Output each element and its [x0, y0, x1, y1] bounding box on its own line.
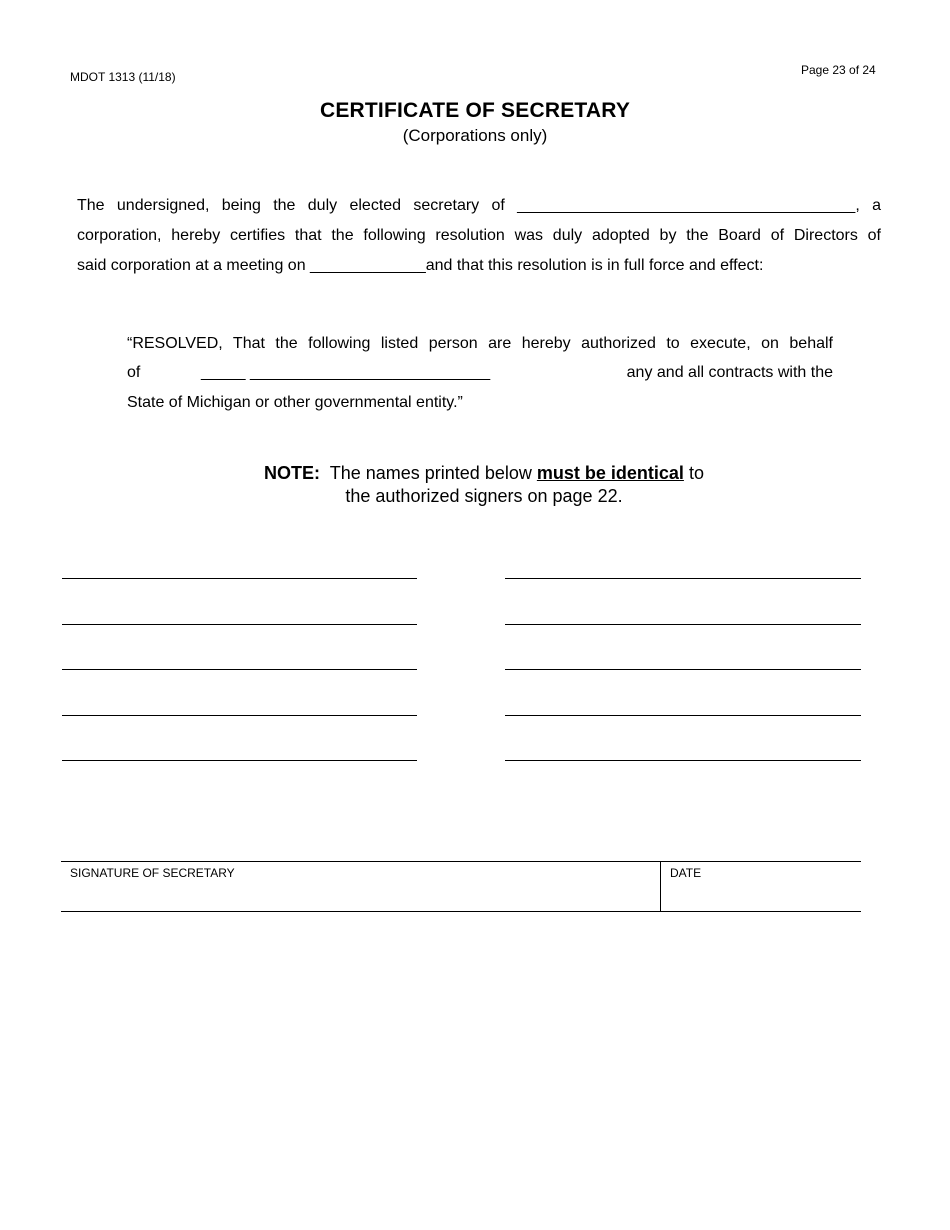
page-subtitle: (Corporations only): [402, 126, 548, 145]
certification-line-1: The undersigned, being the duly elected secretary of ______________________________________, a: [77, 197, 881, 214]
form-id: MDOT 1313 (11/18): [70, 70, 176, 84]
date-field[interactable]: [661, 862, 861, 911]
certification-line-2: corporation, hereby certifies that the following resolution was duly adopted by the Board of Directors of: [77, 227, 881, 244]
signature-field[interactable]: [61, 862, 660, 911]
resolution-line-1: “RESOLVED, That the following listed person are hereby authorized to execute, on behalf: [127, 335, 833, 352]
note-text-before: The names printed below: [329, 463, 532, 483]
certification-line-3: said corporation at a meeting on _____________and that this resolution is in full force and effect:: [77, 257, 764, 274]
signer-line-left-2[interactable]: [62, 624, 417, 625]
note-text-after: to: [688, 463, 704, 483]
resolution-of: of: [127, 364, 141, 381]
signer-line-left-3[interactable]: [62, 669, 417, 670]
note-line-1: [0, 462, 950, 484]
signer-line-right-1[interactable]: [505, 578, 861, 579]
note-emphasis: must be identical: [536, 463, 684, 483]
note-label: NOTE:: [264, 463, 321, 483]
signer-line-right-2[interactable]: [505, 624, 861, 625]
signer-line-left-1[interactable]: [62, 578, 417, 579]
resolution-line-2-rest: any and all contracts with the: [626, 364, 833, 381]
resolution-entity-blank: _____ ___________________________: [201, 364, 491, 381]
signature-box: [61, 861, 861, 912]
signer-line-left-4[interactable]: [62, 715, 417, 716]
signature-label: SIGNATURE OF SECRETARY: [70, 866, 235, 880]
signer-line-right-5[interactable]: [505, 760, 861, 761]
page-title: CERTIFICATE OF SECRETARY: [319, 99, 631, 122]
date-label: DATE: [670, 866, 702, 880]
signer-line-left-5[interactable]: [62, 760, 417, 761]
resolution-line-3: State of Michigan or other governmental entity.”: [127, 394, 463, 411]
signer-line-right-4[interactable]: [505, 715, 861, 716]
page-number: Page 23 of 24: [801, 63, 876, 77]
signer-line-right-3[interactable]: [505, 669, 861, 670]
note-line-2: the authorized signers on page 22.: [345, 486, 623, 506]
